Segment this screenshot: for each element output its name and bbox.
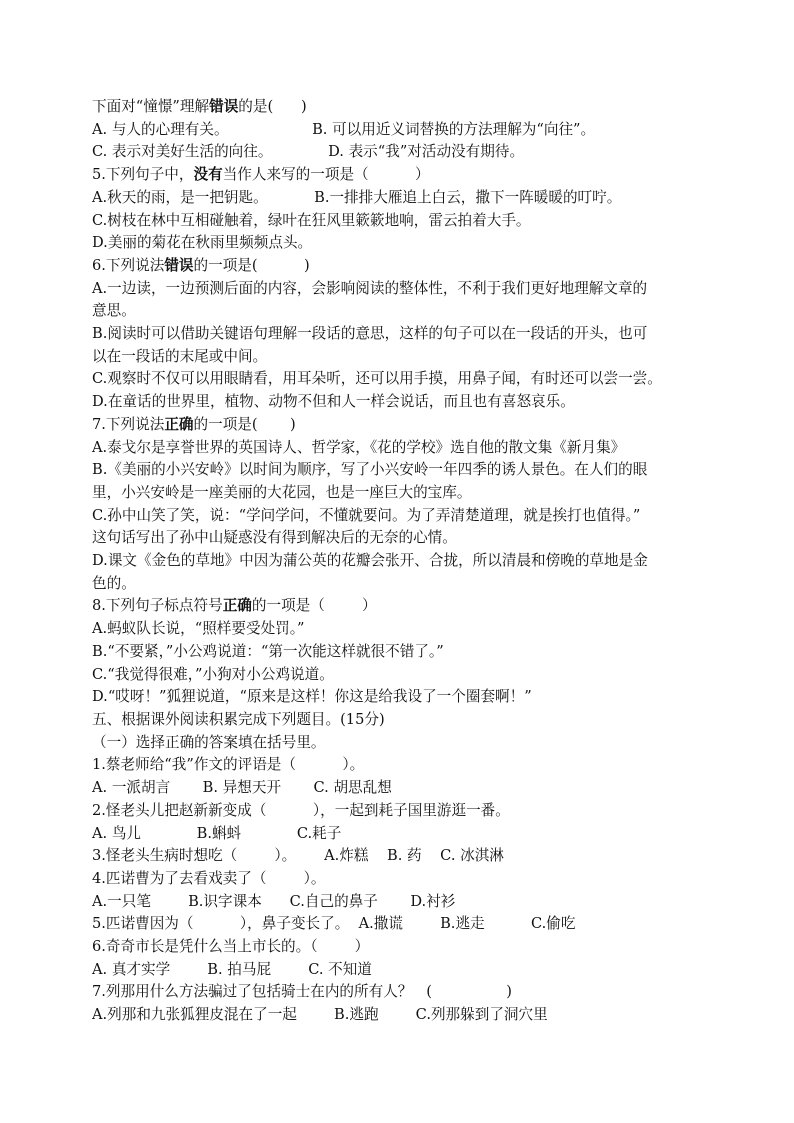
text-segment: C. 表示对美好生活的向往。 D. 表示“我”对活动没有期待。 <box>92 143 525 161</box>
text-segment: 色的。 <box>92 574 136 592</box>
text-line <box>92 278 712 301</box>
text-line <box>92 913 712 936</box>
text-segment: 的一项是（ ） <box>251 597 377 615</box>
text-line <box>92 777 712 800</box>
text-segment: B.阅读时可以借助关键语句理解一段话的意思，这样的句子可以在一段话的开头，也可 <box>92 325 648 343</box>
text-line <box>92 641 712 664</box>
text-line <box>92 800 712 823</box>
text-segment: 7.列那用什么方法骗过了包括骑士在内的所有人？ ( ) <box>92 983 512 1001</box>
text-segment: 以在一段话的末尾或中间。 <box>92 347 268 365</box>
text-line <box>92 414 712 437</box>
text-segment: 意思。 <box>92 302 136 320</box>
text-line <box>92 119 712 142</box>
text-line <box>92 164 712 187</box>
text-line <box>92 141 712 164</box>
text-line <box>92 187 712 210</box>
text-line <box>92 527 712 550</box>
text-segment: 的是( ) <box>238 98 307 115</box>
text-segment: 的一项是( ) <box>193 415 296 433</box>
text-line <box>92 232 712 255</box>
bold-keyword: 正确 <box>164 415 194 433</box>
text-line <box>92 210 712 233</box>
text-line <box>92 595 712 618</box>
text-line <box>92 981 712 1004</box>
text-segment: A. 鸟儿 B.蝌蚪 C.耗子 <box>92 824 342 842</box>
text-line <box>92 959 712 982</box>
text-segment: A.蚂蚁队长说，“照样要受处罚。” <box>92 620 305 638</box>
text-segment: B.《美丽的小兴安岭》以时间为顺序，写了小兴安岭一年四季的诱人景色。在人们的眼 <box>92 461 648 479</box>
text-line <box>92 936 712 959</box>
text-segment: B.“不要紧，”小公鸡说道：“第一次能这样就很不错了。” <box>92 642 444 660</box>
text-segment: D.美丽的菊花在秋雨里频频点头。 <box>92 234 313 252</box>
text-segment: A. 真才实学 B. 拍马屁 C. 不知道 <box>92 960 372 978</box>
text-line <box>92 845 712 868</box>
text-segment: 6.奇奇市长是凭什么当上市长的。（ ） <box>92 938 370 956</box>
text-line <box>92 96 712 119</box>
text-segment: 6.下列说法 <box>92 256 165 274</box>
text-segment: A.一边读，一边预测后面的内容，会影响阅读的整体性，不利于我们更好地理解文章的 <box>92 279 648 297</box>
text-segment: 里，小兴安岭是一座美丽的大花园，也是一座巨大的宝库。 <box>92 483 472 501</box>
text-segment: C.孙中山笑了笑，说：“学问学问，不懂就要问。为了弄清楚道理，就是挨打也值得。” <box>92 506 641 524</box>
text-line <box>92 891 712 914</box>
text-segment: 2.怪老头儿把赵新新变成（ ），一起到耗子国里游逛一番。 <box>92 801 510 819</box>
text-line <box>92 482 712 505</box>
bold-keyword: 错误 <box>209 98 239 115</box>
text-segment: 这句话写出了孙中山疑惑没有得到解决后的无奈的心情。 <box>92 529 457 547</box>
text-line <box>92 368 712 391</box>
exam-page <box>92 96 712 1027</box>
text-line <box>92 868 712 891</box>
text-segment: A.泰戈尔是享誉世界的英国诗人、哲学家，《花的学校》选自他的散文集《新月集》 <box>92 438 626 456</box>
text-line <box>92 709 712 732</box>
text-segment: 当作人来写的一项是（ ） <box>222 166 430 184</box>
text-line <box>92 255 712 278</box>
text-segment: 五、根据课外阅读积累完成下列题目。(15分) <box>92 710 385 728</box>
text-segment: 7.下列说法 <box>92 415 165 433</box>
text-segment: A. 与人的心理有关。 B. 可以用近义词替换的方法理解为“向往”。 <box>92 120 596 138</box>
text-line <box>92 618 712 641</box>
text-segment: A.一只笔 B.识字课本 C.自己的鼻子 D.衬衫 <box>92 892 456 910</box>
text-segment: C.观察时不仅可以用眼睛看，用耳朵听，还可以用手摸，用鼻子闻，有时还可以尝一尝。 <box>92 370 662 388</box>
text-line <box>92 391 712 414</box>
text-segment: 5.匹诺曹因为（ ），鼻子变长了。 A.撒谎 B.逃走 C.偷吃 <box>92 915 576 933</box>
text-segment: 3.怪老头生病时想吃（ ）。 A.炸糕 B. 药 C. 冰淇淋 <box>92 847 504 865</box>
text-line <box>92 754 712 777</box>
text-line <box>92 823 712 846</box>
text-segment: 8.下列句子标点符号 <box>92 597 223 615</box>
text-segment: A. 一派胡言 B. 异想天开 C. 胡思乱想 <box>92 779 392 797</box>
text-line <box>92 573 712 596</box>
text-segment: D.课文《金色的草地》中因为蒲公英的花瓣会张开、合拢，所以清晨和傍晚的草地是金 <box>92 552 648 570</box>
text-line <box>92 437 712 460</box>
text-segment: D.在童话的世界里，植物、动物不但和人一样会说话，而且也有喜怒哀乐。 <box>92 393 575 411</box>
text-segment: A.列那和九张狐狸皮混在了一起 B.逃跑 C.列那躲到了洞穴里 <box>92 1006 548 1024</box>
text-segment: 5.下列句子中， <box>92 166 194 184</box>
text-line <box>92 505 712 528</box>
text-segment: 的一项是( ) <box>193 256 310 274</box>
text-line <box>92 1004 712 1027</box>
text-segment: 4.匹诺曹为了去看戏卖了（ ）。 <box>92 869 326 887</box>
text-line <box>92 732 712 755</box>
text-line <box>92 664 712 687</box>
text-line <box>92 300 712 323</box>
text-line <box>92 346 712 369</box>
text-segment: C.树枝在林中互相碰触着，绿叶在狂风里簌簌地响，雷云拍着大手。 <box>92 211 531 229</box>
text-segment: 1.蔡老师给“我”作文的评语是（ ）。 <box>92 756 365 774</box>
text-line <box>92 686 712 709</box>
text-segment: 下面对“憧憬”理解 <box>92 98 210 115</box>
bold-keyword: 没有 <box>193 166 223 184</box>
text-segment: C.“我觉得很难，”小狗对小公鸡说道。 <box>92 665 334 683</box>
text-segment: D.“哎呀！”狐狸说道，“原来是这样！你这是给我设了一个圈套啊！” <box>92 688 532 706</box>
text-line <box>92 550 712 573</box>
bold-keyword: 错误 <box>164 256 194 274</box>
text-segment: （一）选择正确的答案填在括号里。 <box>92 733 326 751</box>
bold-keyword: 正确 <box>222 597 252 615</box>
text-line <box>92 459 712 482</box>
text-line <box>92 323 712 346</box>
text-segment: A.秋天的雨，是一把钥匙。 B.一排排大雁追上白云，撒下一阵暖暖的叮咛。 <box>92 188 622 206</box>
